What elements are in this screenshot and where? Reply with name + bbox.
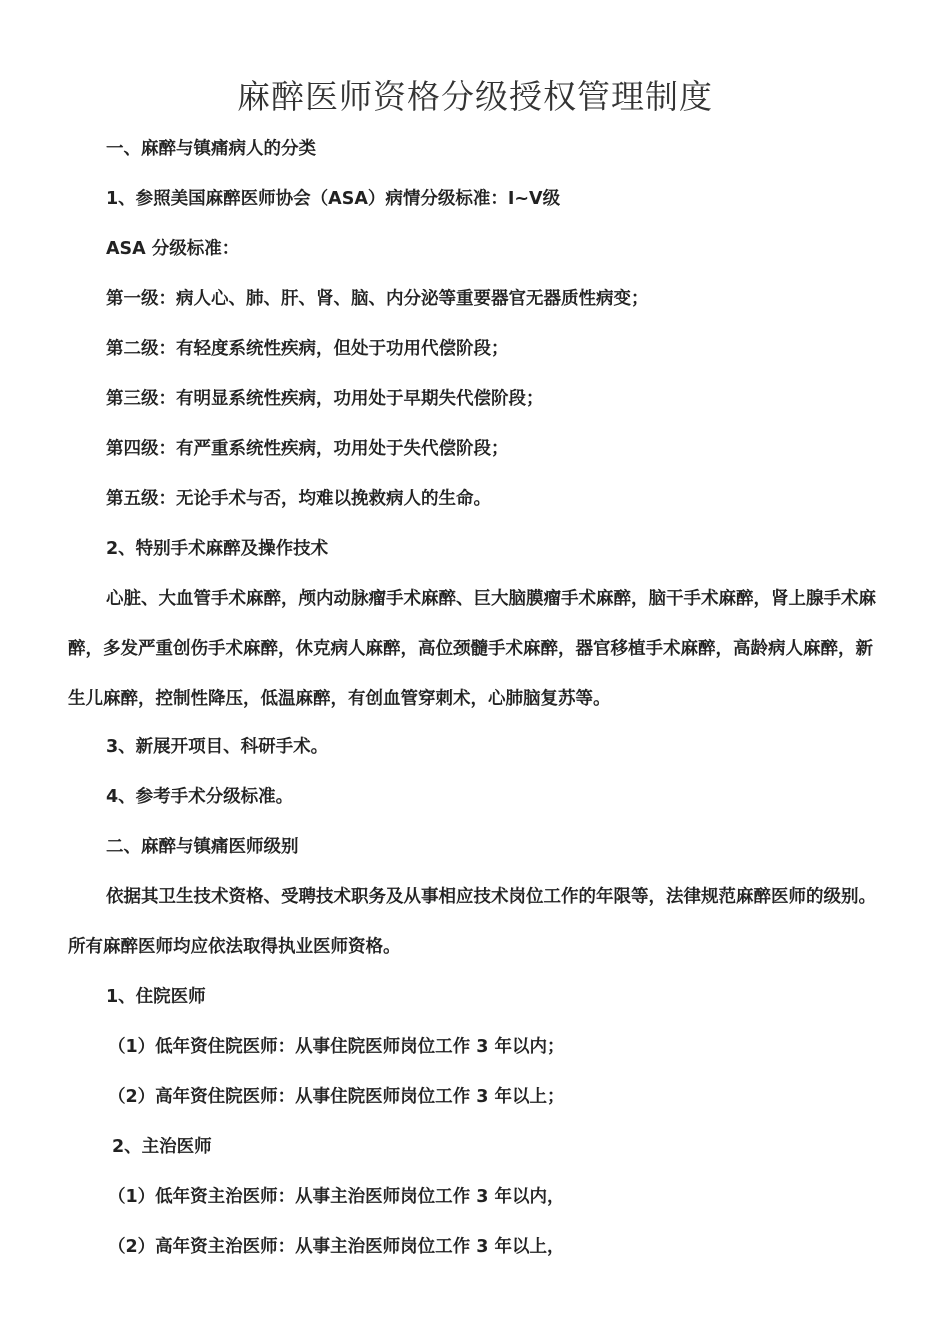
subheading-special-surgery: 2、特别手术麻醉及操作技术 bbox=[106, 539, 329, 559]
resident-junior: （1）低年资住院医师：从事住院医师岗位工作 3 年以内； bbox=[108, 1037, 565, 1057]
subheading-resident: 1、住院医师 bbox=[106, 987, 206, 1007]
paragraph-special-surgery: 心脏、大血管手术麻醉，颅内动脉瘤手术麻醉、巨大脑膜瘤手术麻醉，脑干手术麻醉，肾上腺手术麻醉，多发严重创伤手术麻醉，休克病人麻醉，高位颈髓手术麻醉，器官移植手术麻醉，高龄病人麻醉，新生儿麻醉，控制性降压，低温麻醉，有创血管穿刺术，心肺脑复苏等。 bbox=[68, 589, 876, 709]
attending-senior: （2）高年资主治医师：从事主治医师岗位工作 3 年以上， bbox=[108, 1237, 565, 1257]
asa-level-3: 第三级：有明显系统性疾病，功用处于早期失代偿阶段； bbox=[106, 389, 544, 409]
subheading-new-projects: 3、新展开项目、科研手术。 bbox=[106, 737, 329, 757]
asa-level-4: 第四级：有严重系统性疾病，功用处于失代偿阶段； bbox=[106, 439, 509, 459]
attending-junior: （1）低年资主治医师：从事主治医师岗位工作 3 年以内， bbox=[108, 1187, 565, 1207]
document-title: 麻醉医师资格分级授权管理制度 bbox=[237, 77, 713, 116]
subheading-surgery-grading: 4、参考手术分级标准。 bbox=[106, 787, 294, 807]
asa-standard-label: ASA 分级标准： bbox=[106, 239, 240, 259]
asa-level-1: 第一级：病人心、肺、肝、肾、脑、内分泌等重要器官无器质性病变； bbox=[106, 289, 649, 309]
section-heading-physician-levels: 二、麻醉与镇痛医师级别 bbox=[106, 837, 299, 857]
paragraph-physician-levels: 依据其卫生技术资格、受聘技术职务及从事相应技术岗位工作的年限等，法律规范麻醉医师的级别。所有麻醉医师均应依法取得执业医师资格。 bbox=[68, 887, 876, 957]
subheading-asa: 1、参照美国麻醉医师协会（ASA）病情分级标准：Ⅰ~Ⅴ级 bbox=[106, 189, 561, 209]
section-heading-classification: 一、麻醉与镇痛病人的分类 bbox=[106, 139, 316, 159]
asa-level-2: 第二级：有轻度系统性疾病，但处于功用代偿阶段； bbox=[106, 339, 509, 359]
asa-level-5: 第五级：无论手术与否，均难以挽救病人的生命。 bbox=[106, 489, 491, 509]
resident-senior: （2）高年资住院医师：从事住院医师岗位工作 3 年以上； bbox=[108, 1087, 565, 1107]
subheading-attending: 2、主治医师 bbox=[112, 1137, 212, 1157]
